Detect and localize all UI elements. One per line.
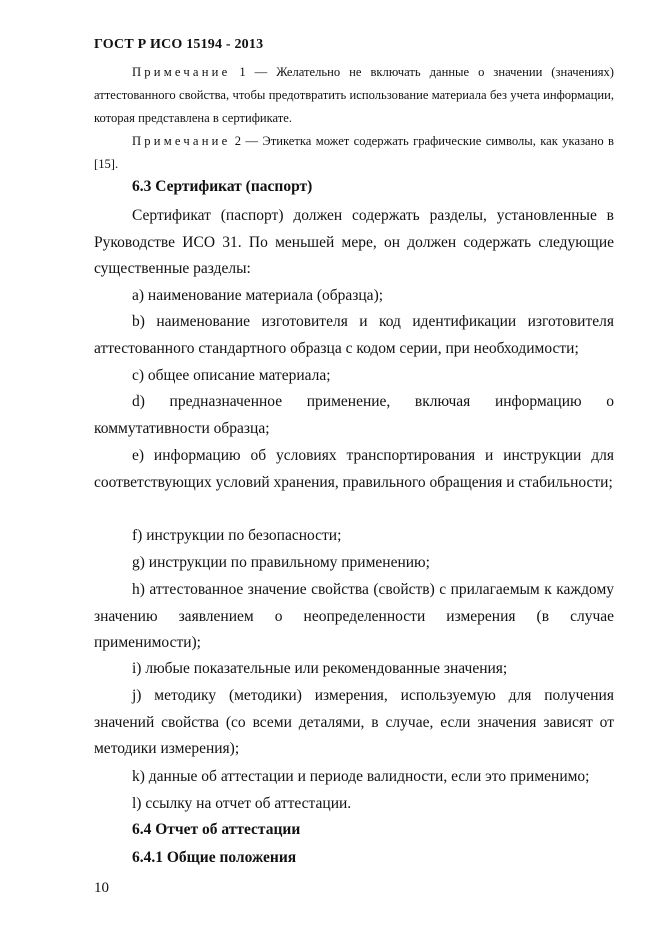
note-text: 1 — Желательно не включать данные о значении (значениях) аттестованного свойства, чтобы предотвратить использование материала без учета информации, которая представлена в сертификате.: [94, 65, 614, 125]
section-heading-6-3: 6.3 Сертификат (паспорт): [132, 178, 313, 195]
list-item-c: c) общее описание материала;: [132, 367, 331, 384]
note-text: 2 — Этикетка может содержать графические символы, как указано в [15].: [94, 134, 614, 171]
list-item-l: l) ссылку на отчет об аттестации.: [132, 795, 352, 812]
list-item-g: g) инструкции по правильному применению;: [132, 554, 430, 571]
section-heading-6-4: 6.4 Отчет об аттестации: [132, 821, 301, 838]
section-intro: Сертификат (паспорт) должен содержать разделы, установленные в Руководстве ИСО 31. По меньшей мере, он должен содержать следующие существенные разделы:: [94, 207, 614, 277]
list-item-i: i) любые показательные или рекомендованные значения;: [132, 660, 508, 677]
note-label: Примечание: [132, 65, 231, 79]
list-item-f: f) инструкции по безопасности;: [132, 527, 342, 544]
note-2: [94, 130, 614, 176]
page-number: 10: [94, 880, 109, 896]
note-1: [94, 61, 614, 130]
list-item-a: а) наименование материала (образца);: [132, 287, 384, 304]
list-item-j: j) методику (методики) измерения, используемую для получения значений свойства (со всеми деталями, в случае, если значения зависят от методики измерения);: [94, 687, 614, 757]
section-heading-6-4-1: 6.4.1 Общие положения: [132, 849, 297, 866]
note-label: Примечание: [132, 134, 231, 148]
document-header: ГОСТ Р ИСО 15194 - 2013: [94, 37, 264, 52]
list-item-d: d) предназначенное применение, включая информацию о коммутативности образца;: [94, 393, 614, 437]
list-item-h: h) аттестованное значение свойства (свойств) с прилагаемым к каждому значению заявлением о неопределенности измерения (в случае применимости);: [94, 581, 614, 651]
list-item-e: e) информацию об условиях транспортирования и инструкции для соответствующих условий хранения, правильного обращения и стабильности;: [94, 447, 614, 491]
list-item-k: k) данные об аттестации и периоде валидности, если это применимо;: [132, 768, 590, 785]
list-item-b: b) наименование изготовителя и код идентификации изготовителя аттестованного стандартного образца с кодом серии, при необходимости;: [94, 313, 614, 357]
